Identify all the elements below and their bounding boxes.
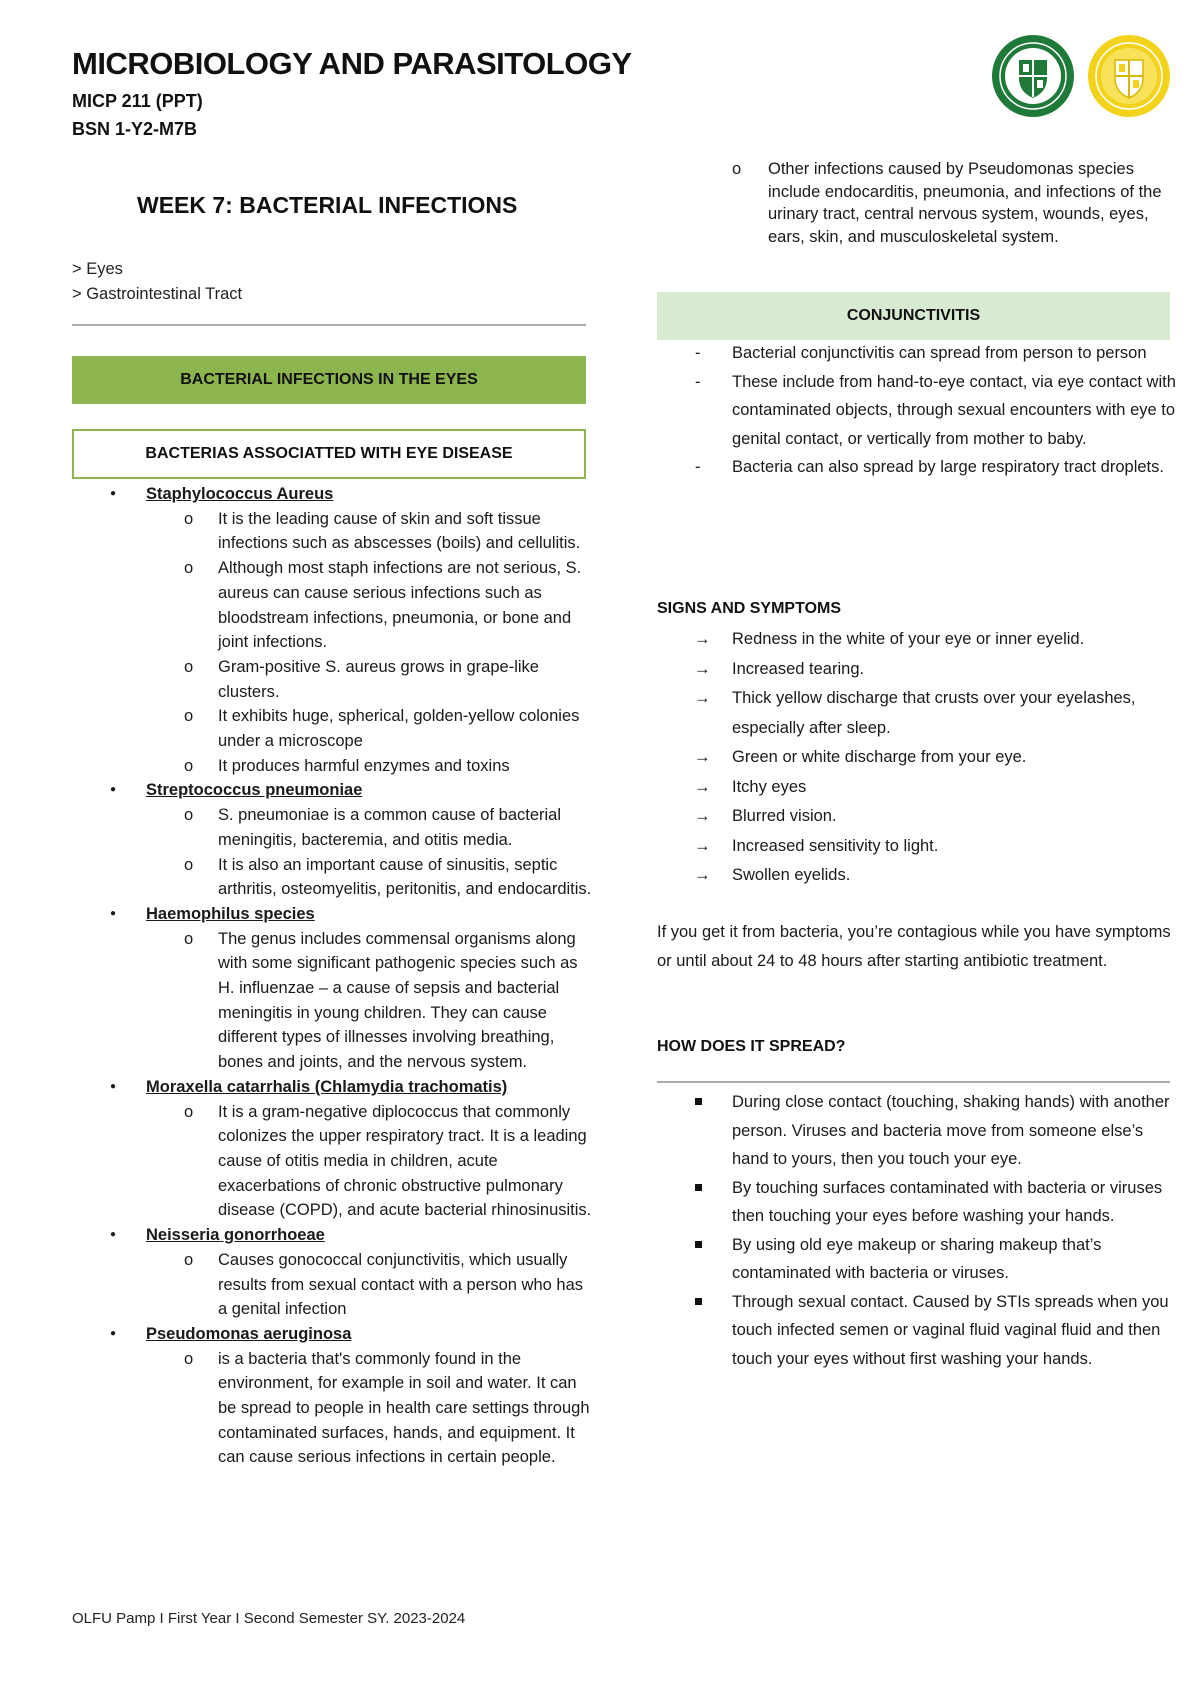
divider [72,324,586,326]
class-section: BSN 1-Y2-M7B [72,119,198,139]
list-item: → Blurred vision. [657,802,1177,832]
list-item: During close contact (touching, shaking hands) with another person. Viruses and bacteria move from someone else’s hand to yours, then you touch your eye. [657,1088,1177,1174]
list-subitem: o It is also an important cause of sinusitis, septic arthritis, osteomyelitis, peritonitis, and endocarditis. [72,853,592,902]
school-seal-yellow [1087,34,1171,118]
bacteria-name: Haemophilus species [146,904,315,923]
conjunctivitis-spread-list [657,339,1177,482]
list-item [72,482,592,507]
list-item: Through sexual contact. Caused by STIs spreads when you touch infected semen or vaginal fluid vaginal fluid and then touch your eyes without first washing your hands. [657,1288,1177,1374]
list-item: By using old eye makeup or sharing makeup that’s contaminated with bacteria or viruses. [657,1231,1177,1288]
bacteria-list [72,482,592,1470]
list-item: → Green or white discharge from your eye. [657,743,1177,773]
toc-item-gi-tract: > Gastrointestinal Tract [72,285,243,303]
list-item [72,902,592,927]
contagious-note: If you get it from bacteria, you’re contagious while you have symptoms or until about 24 to 48 hours after starting antibiotic treatment. [657,923,1171,970]
section-banner: BACTERIAL INFECTIONS IN THE EYES [72,356,586,404]
list-item [72,1322,592,1347]
conjunctivitis-banner: CONJUNCTIVITIS [657,292,1170,340]
list-item: By touching surfaces contaminated with bacteria or viruses then touching your eyes before washing your hands. [657,1174,1177,1231]
list-item: → Thick yellow discharge that crusts over your eyelashes, especially after sleep. [657,684,1177,743]
list-item [72,1223,592,1248]
list-item: - These include from hand-to-eye contact, via eye contact with contaminated objects, through sexual encounters with eye to genital contact, or vertically from mother to baby. [657,368,1177,454]
course-code: MICP 211 (PPT) [72,91,203,111]
list-item: → Itchy eyes [657,773,1177,803]
signs-list [657,625,1177,891]
list-subitem: o Gram-positive S. aureus grows in grape-like clusters. [72,655,592,704]
bacteria-name: Streptococcus pneumoniae [146,781,363,800]
list-subitem: o The genus includes commensal organisms along with some significant pathogenic species such as H. influenzae – a cause of sepsis and bacterial meningitis in young children. They can cause different types of illnesses involving breathing, bones and joints, and the nervous system. [72,927,592,1075]
document-title: MICROBIOLOGY AND PARASITOLOGY [72,46,632,81]
school-seal-green [991,34,1075,118]
list-item: → Increased tearing. [657,655,1177,685]
list-item: → Swollen eyelids. [657,861,1177,891]
list-item [72,778,592,803]
week-title: WEEK 7: BACTERIAL INFECTIONS [137,192,518,218]
list-item: - Bacteria can also spread by large respiratory tract droplets. [657,453,1177,482]
spread-list [657,1088,1177,1373]
pseudomonas-continued: o Other infections caused by Pseudomonas species include endocarditis, pneumonia, and infections of the urinary tract, central nervous system, wounds, eyes, ears, skin, and musculoskeletal system. [768,158,1173,248]
list-subitem: o It is a gram-negative diplococcus that commonly colonizes the upper respiratory tract. It is a leading cause of otitis media in children, acute exacerbations of chronic obstructive pulmonary disease (COPD), and acute bacterial rhinosinusitis. [72,1100,592,1224]
list-subitem: o It produces harmful enzymes and toxins [72,754,592,779]
bacteria-name: Moraxella catarrhalis (Chlamydia trachomatis) [146,1077,508,1096]
list-subitem: o is a bacteria that's commonly found in the environment, for example in soil and water. It can be spread to people in health care settings through contaminated surfaces, hands, and equipment. It can cause serious infections in certain people. [72,1347,592,1471]
list-item: → Redness in the white of your eye or inner eyelid. [657,625,1177,655]
list-item [72,1075,592,1100]
list-subitem: o It exhibits huge, spherical, golden-yellow colonies under a microscope [72,704,592,753]
list-subitem: o S. pneumoniae is a common cause of bacterial meningitis, bacteremia, and otitis media. [72,803,592,852]
bacteria-name: Neisseria gonorrhoeae [146,1226,325,1245]
list-subitem: o Although most staph infections are not serious, S. aureus can cause serious infections such as bloodstream infections, pneumonia, or bone and joint infections. [72,556,592,655]
list-subitem: o Causes gonococcal conjunctivitis, which usually results from sexual contact with a person who has a genital infection [72,1248,592,1322]
subsection-banner: BACTERIAS ASSOCIATTED WITH EYE DISEASE [72,429,586,479]
list-item: → Increased sensitivity to light. [657,832,1177,862]
bacteria-name: Staphylococcus Aureus [146,485,334,503]
list-subitem: o It is the leading cause of skin and soft tissue infections such as abscesses (boils) and cellulitis. [72,507,592,556]
toc-item-eyes: > Eyes [72,260,123,278]
bacteria-name: Pseudomonas aeruginosa [146,1324,352,1343]
spread-heading: HOW DOES IT SPREAD? [657,1038,846,1055]
list-item: - Bacterial conjunctivitis can spread from person to person [657,339,1177,368]
divider [657,1081,1170,1083]
signs-heading: SIGNS AND SYMPTOMS [657,600,842,617]
page-footer: OLFU Pamp I First Year I Second Semester SY. 2023-2024 [72,1610,466,1627]
